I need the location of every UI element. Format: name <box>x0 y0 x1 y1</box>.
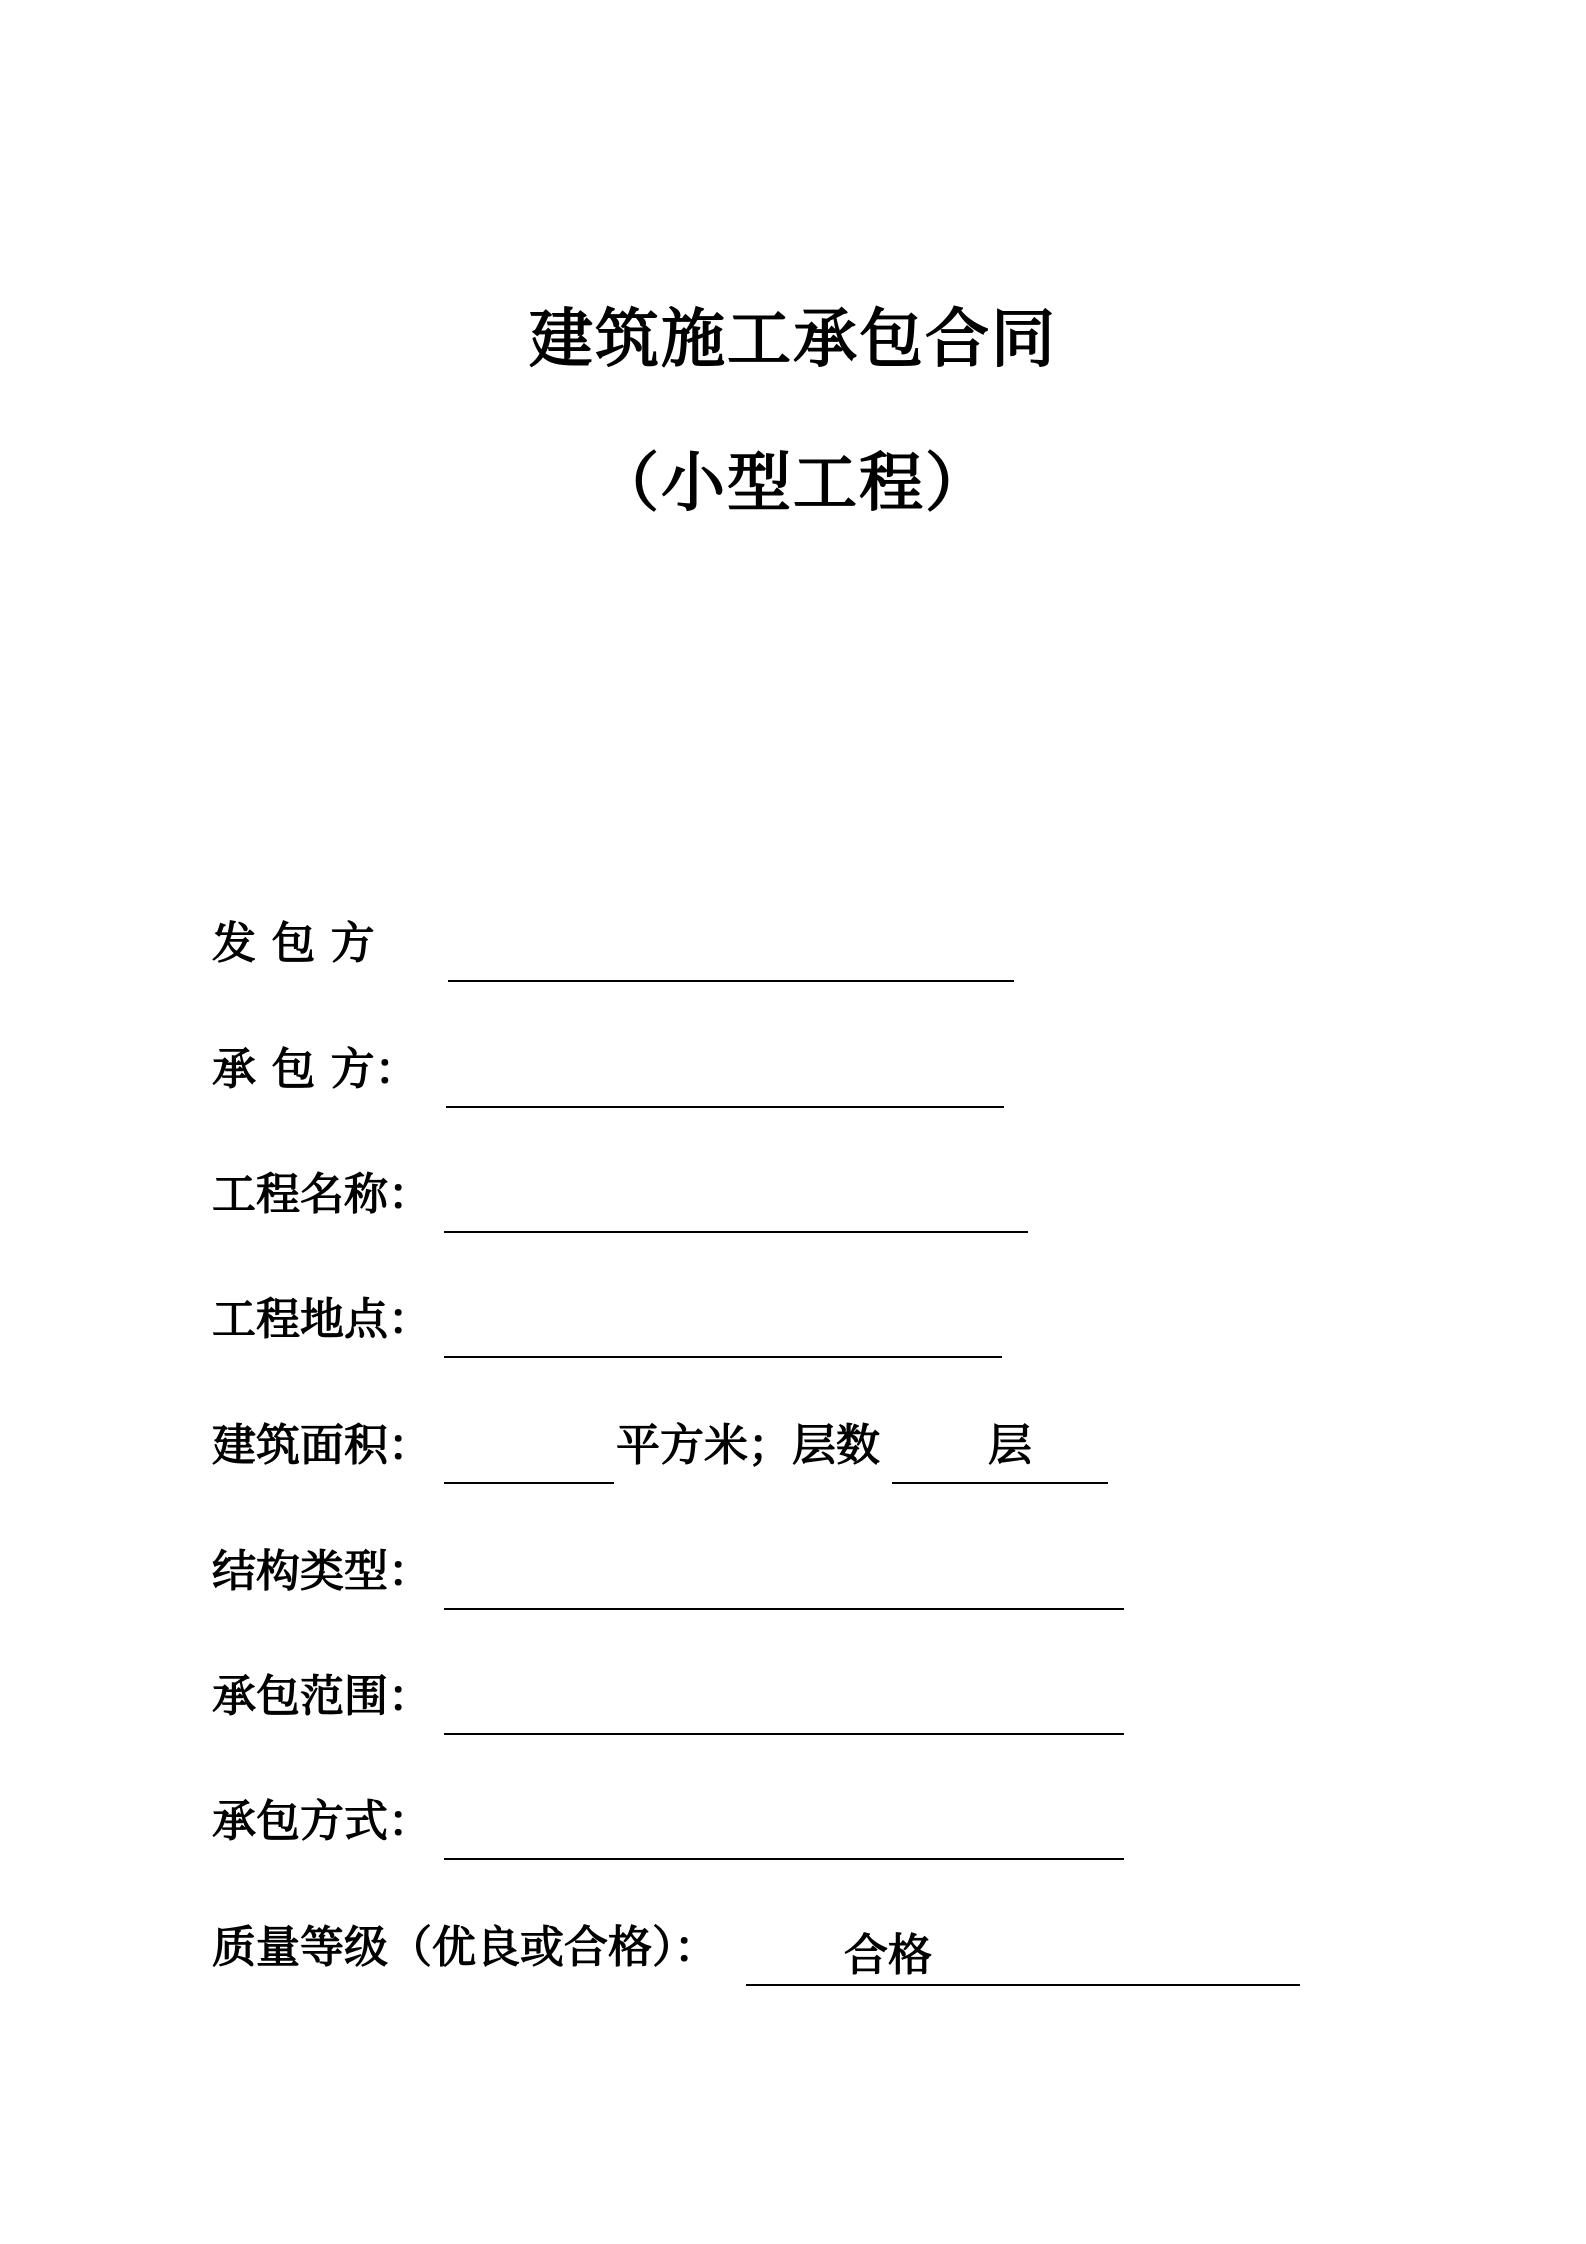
structure-type-label: 结构类型： <box>212 1546 432 1597</box>
floors-unit-text: 层 <box>988 1420 1032 1471</box>
quality-grade-label: 质量等级（优良或合格）： <box>212 1922 718 1973</box>
contract-method-field[interactable] <box>444 1858 1124 1860</box>
floors-field[interactable] <box>892 1482 1108 1484</box>
document-title: 建筑施工承包合同 <box>529 303 1057 377</box>
building-area-field[interactable] <box>444 1482 614 1484</box>
project-name-field[interactable] <box>444 1231 1028 1233</box>
contractor-row <box>212 1038 1012 1108</box>
structure-type-row <box>212 1540 1132 1610</box>
quality-grade-row <box>212 1916 1312 1986</box>
quality-grade-field[interactable] <box>746 1930 1300 1986</box>
contract-scope-label: 承包范围： <box>212 1671 432 1722</box>
contract-scope-field[interactable] <box>444 1733 1124 1735</box>
project-name-label: 工程名称： <box>212 1169 432 1220</box>
project-location-row <box>212 1288 1012 1358</box>
contractor-label: 承 包 方： <box>212 1044 419 1095</box>
area-unit-text: 平方米；层数 <box>616 1420 880 1471</box>
employer-row <box>212 912 1012 982</box>
contract-method-label: 承包方式： <box>212 1796 432 1847</box>
contract-method-row <box>212 1790 1132 1860</box>
document-subtitle: （小型工程） <box>595 447 991 521</box>
quality-grade-value: 合格 <box>844 1930 932 1981</box>
building-area-row <box>212 1414 1112 1484</box>
contract-scope-row <box>212 1665 1132 1735</box>
employer-label: 发 包 方 <box>212 918 375 969</box>
structure-type-field[interactable] <box>444 1608 1124 1610</box>
project-location-field[interactable] <box>444 1356 1002 1358</box>
employer-field[interactable] <box>448 980 1014 982</box>
contractor-field[interactable] <box>446 1106 1004 1108</box>
project-location-label: 工程地点： <box>212 1294 432 1345</box>
project-name-row <box>212 1163 1032 1233</box>
building-area-label: 建筑面积： <box>212 1420 432 1471</box>
